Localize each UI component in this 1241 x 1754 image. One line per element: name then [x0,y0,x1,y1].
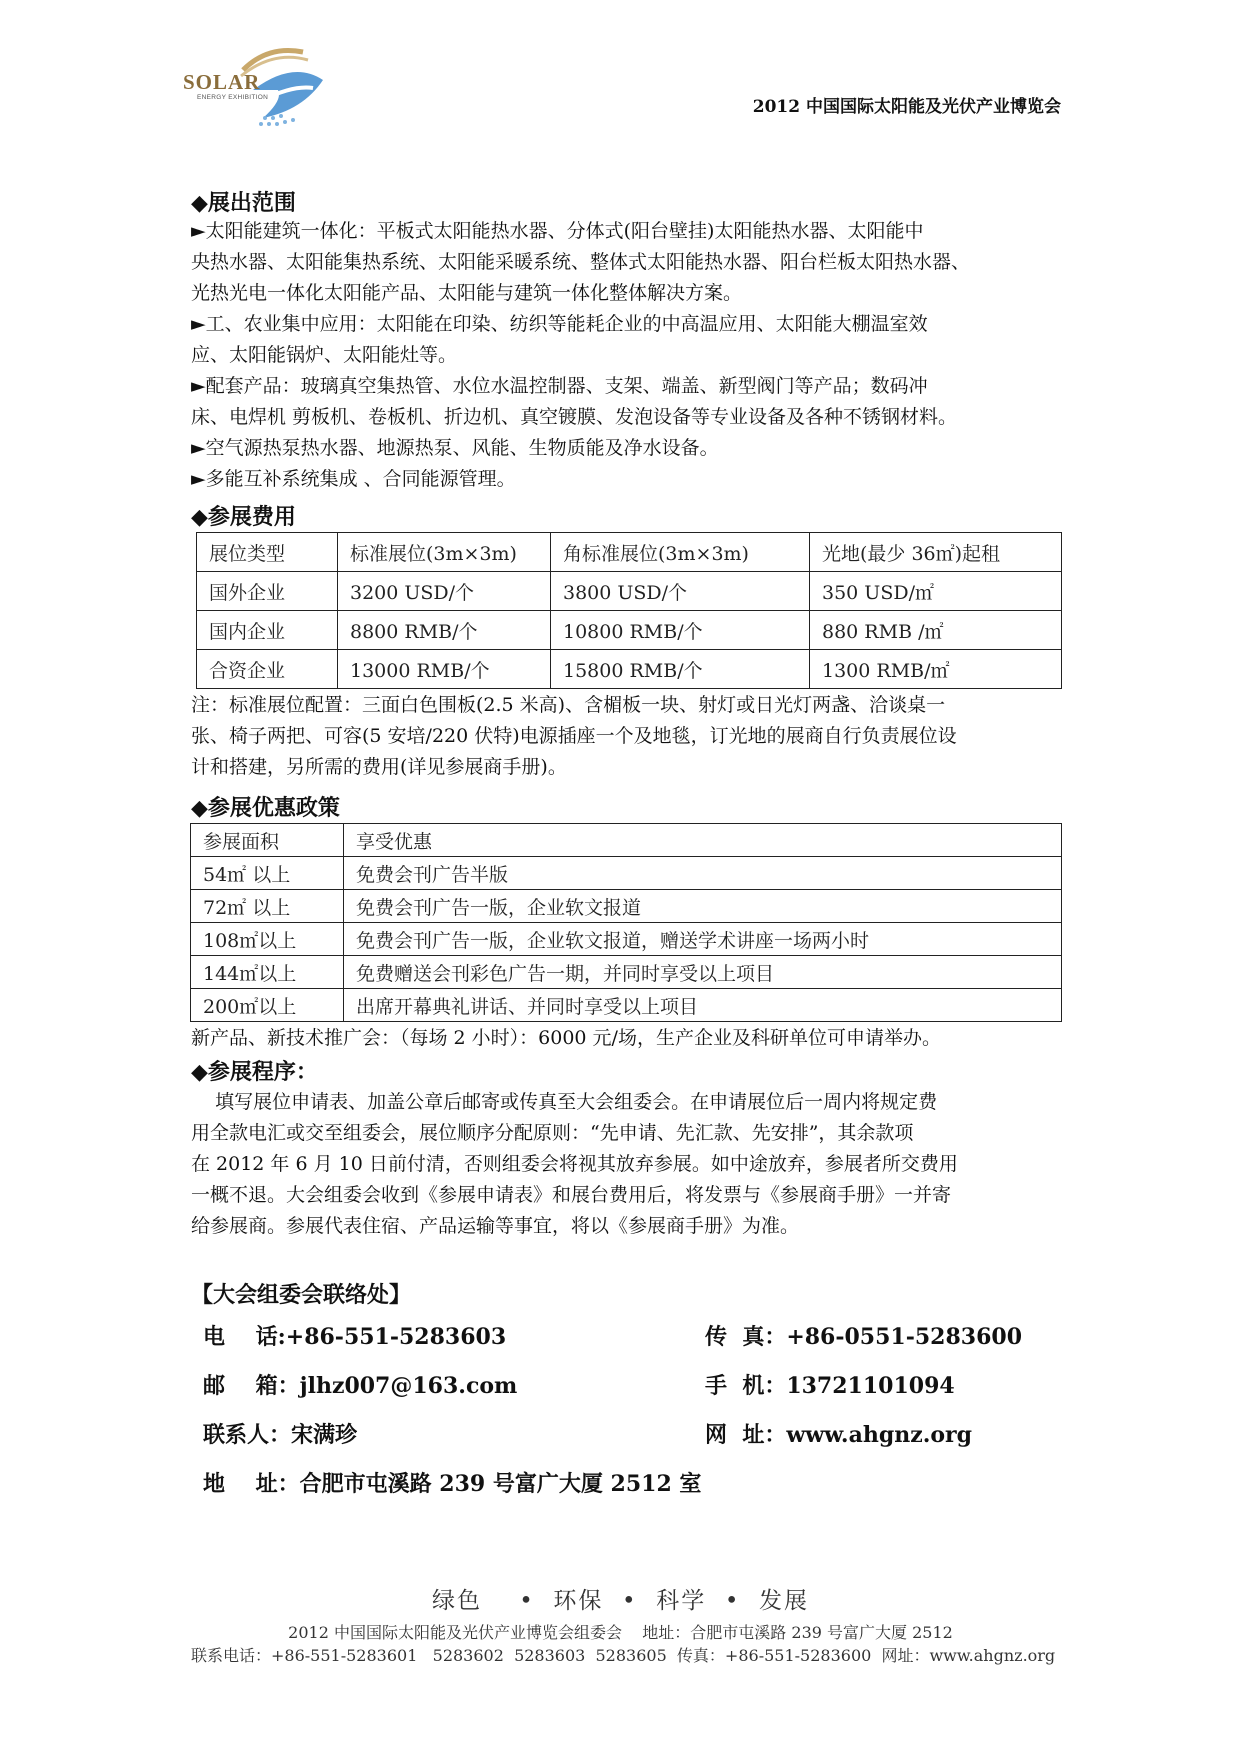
table-cell: 8800 RMB/个 [338,611,551,650]
table-cell: 角标准展位(3m×3m) [551,533,810,572]
table-cell: 15800 RMB/个 [551,650,810,689]
procedure-line: 填写展位申请表、加盖公章后邮寄或传真至大会组委会。在申请展位后一周内将规定费 [191,1091,938,1113]
table-row [191,989,1062,1022]
contact-email: 邮 箱：jlhz007@163.com [203,1373,518,1399]
scope-line: ►工、农业集中应用：太阳能在印染、纺织等能耗企业的中高温应用、太阳能大棚温室效 [191,313,928,335]
scope-line: 光热光电一体化太阳能产品、太阳能与建筑一体化整体解决方案。 [191,282,743,304]
table-row [197,572,1062,611]
scope-line: ►多能互补系统集成 、合同能源管理。 [191,468,516,490]
table-cell: 200㎡以上 [191,989,344,1022]
table-row [197,650,1062,689]
logo-wordmark: SOLAR [183,70,261,94]
fees-note [191,690,1061,783]
table-cell: 13000 RMB/个 [338,650,551,689]
discounts-note: 新产品、新技术推广会：（每场 2 小时）：6000 元/场，生产企业及科研单位可申请举办。 [191,1027,941,1049]
table-cell: 880 RMB /㎡ [810,611,1062,650]
table-cell: 108㎡以上 [191,923,344,956]
fees-note-line: 计和搭建，另所需的费用(详见参展商手册)。 [191,756,567,778]
contact-mobile: 手 机：13721101094 [705,1373,955,1399]
table-cell: 350 USD/㎡ [810,572,1062,611]
procedure-line: 在 2012 年 6 月 10 日前付清，否则组委会将视其放弃参展。如中途放弃，参展者所交费用 [191,1153,958,1175]
fees-note-line: 张、椅子两把、可容(5 安培/220 伏特)电源插座一个及地毯，订光地的展商自行负责展位设 [191,725,957,747]
table-row [197,611,1062,650]
contact-website: 网 址：www.ahgnz.org [705,1422,973,1448]
table-cell: 54㎡ 以上 [191,857,344,890]
table-header-row [197,533,1062,572]
table-cell: 光地(最少 36㎡)起租 [810,533,1062,572]
table-row [191,956,1062,989]
table-cell: 3200 USD/个 [338,572,551,611]
fees-note-line: 注：标准展位配置：三面白色围板(2.5 米高)、含楣板一块、射灯或日光灯两盏、洽谈桌一 [191,694,946,716]
table-cell: 144㎡以上 [191,956,344,989]
footer-line-2: 联系电话：+86-551-5283601 5283602 5283603 5283605 传真：+86-551-5283600 网址：www.ahgnz.org [191,1646,1056,1665]
procedure-line: 一概不退。大会组委会收到《参展申请表》和展台费用后，将发票与《参展商手册》一并寄 [191,1184,952,1206]
table-cell: 合资企业 [197,650,338,689]
procedure-title: ◆参展程序： [191,1059,318,1085]
scope-line: ►太阳能建筑一体化：平板式太阳能热水器、分体式(阳台壁挂)太阳能热水器、太阳能中 [191,220,924,242]
contact-person: 联系人：宋满珍 [203,1422,358,1448]
table-cell: 免费会刊广告一版，企业软文报道 [344,890,1062,923]
contact-phone: 电 话:+86-551-5283603 [203,1324,507,1350]
fees-title: ◆参展费用 [191,504,296,530]
table-header-row [191,824,1062,857]
procedure-line: 给参展商。参展代表住宿、产品运输等事宜，将以《参展商手册》为准。 [191,1215,800,1237]
table-row [191,857,1062,890]
table-cell: 免费赠送会刊彩色广告一期，并同时享受以上项目 [344,956,1062,989]
table-cell: 72㎡ 以上 [191,890,344,923]
table-row [191,890,1062,923]
procedure-paragraph [191,1087,1061,1242]
discounts-title: ◆参展优惠政策 [191,795,340,821]
table-cell: 参展面积 [191,824,344,857]
table-cell: 标准展位(3m×3m) [338,533,551,572]
table-cell: 展位类型 [197,533,338,572]
table-cell: 免费会刊广告半版 [344,857,1062,890]
table-row [191,923,1062,956]
table-cell: 免费会刊广告一版，企业软文报道，赠送学术讲座一场两小时 [344,923,1062,956]
scope-line: ►空气源热泵热水器、地源热泵、风能、生物质能及净水设备。 [191,437,719,459]
discount-table [190,823,1062,1022]
scope-title: ◆展出范围 [191,190,296,216]
table-cell: 国内企业 [197,611,338,650]
contact-title: 【大会组委会联络处】 [191,1282,412,1308]
procedure-line: 用全款电汇或交至组委会，展位顺序分配原则：“先申请、先汇款、先安排”，其余款项 [191,1122,914,1144]
scope-line: 央热水器、太阳能集热系统、太阳能采暖系统、整体式太阳能热水器、阳台栏板太阳热水器、 [191,251,971,273]
scope-line: 床、电焊机 剪板机、卷板机、折边机、真空镀膜、发泡设备等专业设备及各种不锈钢材料。 [191,406,958,428]
table-cell: 出席开幕典礼讲话、并同时享受以上项目 [344,989,1062,1022]
logo-subtitle: ENERGY EXHIBITION [197,94,269,101]
scope-line: 应、太阳能锅炉、太阳能灶等。 [191,344,458,366]
scope-paragraph [191,216,1061,495]
header-title: 2012 中国国际太阳能及光伏产业博览会 [752,97,1061,117]
fee-table [196,532,1062,689]
table-cell: 3800 USD/个 [551,572,810,611]
table-cell: 1300 RMB/㎡ [810,650,1062,689]
scope-line: ►配套产品：玻璃真空集热管、水位水温控制器、支架、端盖、新型阀门等产品；数码冲 [191,375,928,397]
footer-line-1: 2012 中国国际太阳能及光伏产业博览会组委会 地址：合肥市屯溪路 239 号富广大厦 2512 [288,1623,953,1642]
table-cell: 10800 RMB/个 [551,611,810,650]
table-cell: 国外企业 [197,572,338,611]
footer-slogan: 绿色 • 环保 • 科学 • 发展 [431,1588,810,1614]
contact-address: 地 址：合肥市屯溪路 239 号富广大厦 2512 室 [203,1471,702,1497]
contact-fax: 传 真：+86-0551-5283600 [705,1324,1023,1350]
solar-logo [183,40,333,132]
table-cell: 享受优惠 [344,824,1062,857]
